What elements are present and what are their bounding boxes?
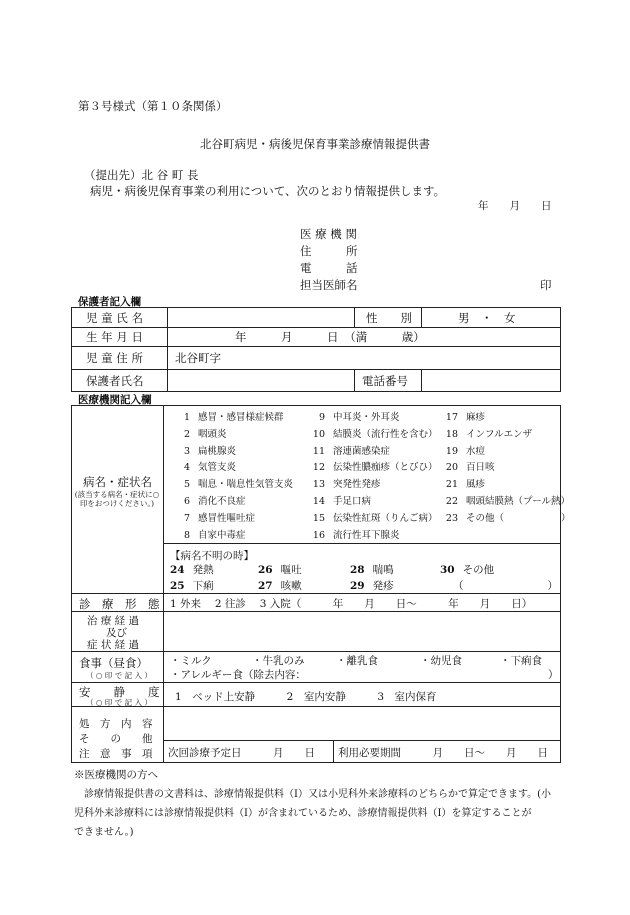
disease-number: 14 xyxy=(312,496,325,507)
disease-number: 9 xyxy=(318,412,325,423)
unknown-item-number: 25 xyxy=(170,580,185,592)
guardian-section-heading: 保護者記入欄 xyxy=(78,296,141,308)
disease-item-1[interactable] xyxy=(170,409,284,423)
disease-number: 13 xyxy=(312,479,325,491)
disease-name: 扁桃腺炎 xyxy=(198,445,237,457)
guardian-phone-field[interactable] xyxy=(424,371,558,389)
disease-item-9[interactable] xyxy=(305,409,400,423)
child-name-field[interactable] xyxy=(170,309,350,325)
disease-number: 4 xyxy=(183,462,190,474)
meal-note: （ ○ 印 で 記 入 ） xyxy=(86,671,152,680)
course-label-and: 及び xyxy=(106,627,127,639)
disease-note: (該当する病名・症状に○印をおつけください。) xyxy=(74,490,160,508)
disease-number: 11 xyxy=(312,445,325,457)
intro-text: 病児・病後児保育事業の利用について、次のとおり情報提供します。 xyxy=(90,184,446,198)
disease-name: 溶連菌感染症 xyxy=(333,445,391,457)
treatment-form-label: 診 療 形 態 xyxy=(79,597,160,611)
medical-section-heading: 医療機関記入欄 xyxy=(78,394,152,406)
unknown-item-number: 27 xyxy=(258,580,273,592)
disease-name: 消化不良症 xyxy=(198,496,246,507)
meal-option-1[interactable]: ・ミルク xyxy=(170,655,212,667)
disease-number: 22 xyxy=(445,496,458,507)
allergy-close: ） xyxy=(548,669,559,681)
usage-period[interactable]: 利用必要期間 月 日～ 月 日 xyxy=(338,747,548,759)
unknown-item-name: 発疹 xyxy=(372,580,394,592)
disease-name: 流行性耳下腺炎 xyxy=(333,529,400,541)
child-address-field[interactable]: 北谷町字 xyxy=(175,351,221,365)
issue-date[interactable]: 年 月 日 xyxy=(478,200,552,212)
disease-number: 19 xyxy=(445,445,458,457)
disease-item-2[interactable] xyxy=(170,426,227,440)
unknown-item-29[interactable] xyxy=(350,578,394,593)
disease-item-14[interactable] xyxy=(305,493,371,507)
disease-number: 1 xyxy=(183,412,190,423)
disease-item-20[interactable] xyxy=(438,459,495,473)
unknown-item-name: 発熱 xyxy=(192,564,214,576)
disease-number: 20 xyxy=(445,462,458,474)
unknown-item-name: 嘔吐 xyxy=(280,564,302,576)
disease-name: 麻疹 xyxy=(466,412,486,423)
disease-item-15[interactable] xyxy=(305,510,438,524)
sex-options[interactable]: 男 ・ 女 xyxy=(458,311,516,325)
treatment-form-options[interactable]: 1 外来 2 往診 3 入院（ 年 月 日～ 年 月 日） xyxy=(170,598,533,610)
disease-item-23[interactable] xyxy=(438,510,571,524)
rest-level-label: 安 静 度 xyxy=(79,685,160,699)
unknown-item-26[interactable] xyxy=(258,562,302,577)
disease-number: 5 xyxy=(183,479,190,491)
unknown-item-number: 24 xyxy=(170,564,185,576)
meal-option-2[interactable]: ・牛乳のみ xyxy=(252,655,305,667)
disease-number: 7 xyxy=(183,512,190,524)
unknown-item-25[interactable] xyxy=(170,578,214,593)
disease-item-6[interactable] xyxy=(170,493,246,507)
allergy-option[interactable]: ・アレルギー食（除去内容： xyxy=(170,669,306,681)
disease-number: 3 xyxy=(183,445,190,457)
disease-item-16[interactable] xyxy=(305,527,400,541)
course-field[interactable] xyxy=(166,613,558,649)
sex-label: 性 別 xyxy=(366,311,412,325)
disease-name: 伝染性膿痂疹（とびひ） xyxy=(333,462,438,474)
disease-name: インフルエンザ xyxy=(466,428,533,440)
disease-name: 感冒性嘔吐症 xyxy=(198,512,256,524)
disease-number: 16 xyxy=(312,529,325,541)
disease-item-22[interactable] xyxy=(438,493,570,507)
guardian-phone-label: 電話番号 xyxy=(362,374,408,388)
disease-number: 17 xyxy=(445,412,458,423)
birth-date-label: 生 年 月 日 xyxy=(86,330,143,344)
disease-number: 6 xyxy=(183,496,190,507)
disease-number: 2 xyxy=(183,428,190,440)
unknown-disease-heading: 【病名不明の時】 xyxy=(170,550,254,562)
disease-item-19[interactable] xyxy=(438,443,485,457)
notes-label: 注 意 事 項 xyxy=(79,748,153,760)
footer-line-3: できません。) xyxy=(74,827,134,838)
rest-note: （ ○ 印 で 記 入 ） xyxy=(86,698,152,707)
disease-name: 咽頭炎 xyxy=(198,428,227,440)
prescription-label: 処 方 内 容 xyxy=(79,718,153,730)
guardian-name-label: 保護者氏名 xyxy=(86,374,144,388)
disease-name: 喘息・喘息性気管支炎 xyxy=(198,479,294,491)
institution-address-label: 住 所 xyxy=(300,244,358,258)
prescription-field[interactable] xyxy=(166,708,558,738)
disease-name: 伝染性紅斑（りんご病） xyxy=(333,512,438,524)
child-name-label: 児 童 氏 名 xyxy=(86,311,143,325)
unknown-item-number: 30 xyxy=(440,564,455,576)
disease-name: 手足口病 xyxy=(333,496,372,507)
unknown-item-name: その他 xyxy=(462,564,495,576)
form-number: 第３号様式（第１０条関係） xyxy=(78,99,228,113)
institution-phone-label: 電 話 xyxy=(300,261,358,275)
unknown-item-28[interactable] xyxy=(350,562,394,577)
disease-number: 8 xyxy=(183,529,190,541)
disease-item-3[interactable] xyxy=(170,443,236,457)
meal-option-3[interactable]: ・離乳食 xyxy=(336,655,378,667)
disease-item-5[interactable] xyxy=(170,476,293,490)
unknown-item-30[interactable] xyxy=(440,562,494,577)
disease-name: その他（ ） xyxy=(466,512,571,524)
disease-number: 10 xyxy=(312,428,325,440)
next-visit-date[interactable]: 次回診療予定日 月 日 xyxy=(168,747,315,759)
disease-name: 気管支炎 xyxy=(198,462,237,474)
disease-item-18[interactable] xyxy=(438,426,532,440)
unknown-item-27[interactable] xyxy=(258,578,302,593)
disease-item-11[interactable] xyxy=(305,443,390,457)
page-title: 北谷町病児・病後児保育事業診療情報提供書 xyxy=(200,137,430,151)
disease-name: 中耳炎・外耳炎 xyxy=(333,412,400,423)
unknown-item-name: 咳嗽 xyxy=(280,580,302,592)
unknown-item-name: 下痢 xyxy=(192,580,214,592)
disease-name: 突発性発疹 xyxy=(333,479,381,491)
institution-name-label: 医 療 機 関 xyxy=(300,227,357,241)
disease-label: 病名・症状名 xyxy=(83,475,152,489)
course-label: 治 療 経 過 xyxy=(87,615,140,627)
disease-item-21[interactable] xyxy=(438,476,485,490)
guardian-name-field[interactable] xyxy=(170,371,350,389)
meal-label: 食事（昼食） xyxy=(79,656,148,670)
disease-item-13[interactable] xyxy=(305,476,381,490)
seal-mark: 印 xyxy=(540,278,552,292)
disease-number: 12 xyxy=(312,462,325,474)
doctor-name-label: 担当医師名 xyxy=(300,278,358,292)
unknown-item-number: 26 xyxy=(258,564,273,576)
child-address-label: 児 童 住 所 xyxy=(86,351,143,365)
unknown-item-24[interactable] xyxy=(170,562,214,577)
symptom-course-label: 症 状 経 過 xyxy=(87,639,140,651)
disease-number: 21 xyxy=(445,479,458,491)
disease-item-8[interactable] xyxy=(170,527,246,541)
disease-name: 百日咳 xyxy=(466,462,495,474)
footer-line-1: 診療情報提供書の文書料は、診療情報提供料（Ⅰ）又は小児科外来診療料のどちらかで算定できます。(小 xyxy=(74,789,552,800)
disease-name: 結膜炎（流行性を含む） xyxy=(333,428,438,440)
disease-name: 水痘 xyxy=(466,445,486,457)
disease-name: 風疹 xyxy=(466,479,486,491)
footer-line-2: 児科外来診療料には診療情報提供料（Ⅰ）が含まれているため、診療情報提供料（Ⅰ）を算定することが xyxy=(74,808,532,819)
disease-number: 15 xyxy=(312,512,325,524)
birth-date-field[interactable]: 年 月 日 （満 歳） xyxy=(235,330,425,344)
meal-option-5[interactable]: ・下痢食 xyxy=(500,655,542,667)
disease-item-17[interactable] xyxy=(438,409,485,423)
disease-item-10[interactable] xyxy=(305,426,438,440)
footer-heading: ※医療機関の方へ xyxy=(74,769,158,781)
disease-item-4[interactable] xyxy=(170,459,236,473)
unknown-other-paren[interactable]: （ ） xyxy=(453,580,558,592)
rest-level-options[interactable]: 1 ベッド上安静 2 室内安静 3 室内保育 xyxy=(175,691,437,703)
unknown-item-number: 29 xyxy=(350,580,365,592)
disease-name: 咽頭結膜熱（プール熱） xyxy=(466,496,571,507)
other-label: そ の 他 xyxy=(79,733,153,745)
unknown-item-name: 喘鳴 xyxy=(372,564,394,576)
addressee: （提出先）北 谷 町 長 xyxy=(84,168,199,182)
disease-number: 23 xyxy=(445,512,458,524)
disease-item-12[interactable] xyxy=(305,459,438,473)
disease-name: 感冒・感冒様症候群 xyxy=(198,412,284,423)
disease-number: 18 xyxy=(445,428,458,440)
disease-name: 自家中毒症 xyxy=(198,529,246,541)
unknown-item-number: 28 xyxy=(350,564,365,576)
meal-option-4[interactable]: ・幼児食 xyxy=(420,655,462,667)
disease-item-7[interactable] xyxy=(170,510,255,524)
